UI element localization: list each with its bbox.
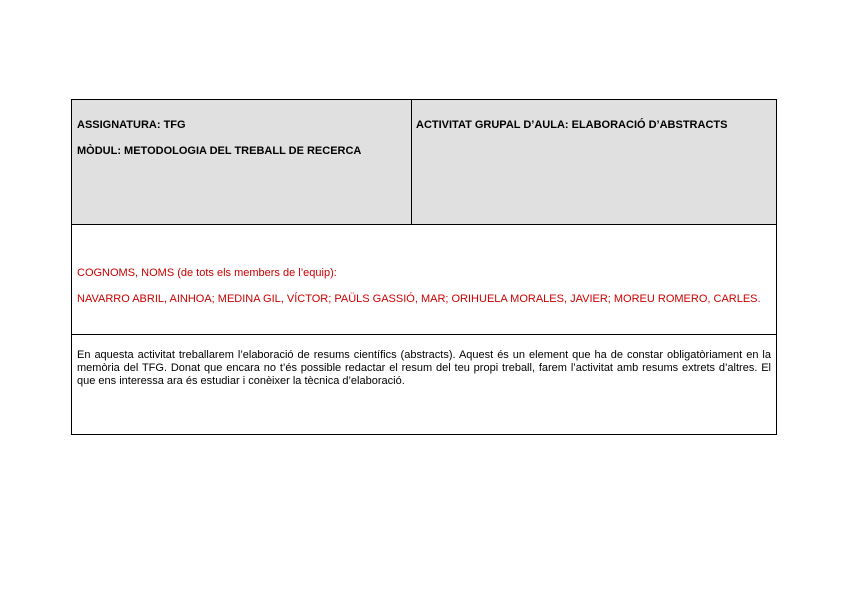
team-row xyxy=(72,225,777,335)
team-members: NAVARRO ABRIL, AINHOA; MEDINA GIL, VÍCTOR; PAÜLS GASSIÓ, MAR; ORIHUELA MORALES, JAVIER; MOREU ROMERO, CARLES. xyxy=(77,293,761,305)
module-label: MÒDUL: METODOLOGIA DEL TREBALL DE RECERCA xyxy=(77,145,362,157)
header-row xyxy=(72,100,777,225)
subject-label: ASSIGNATURA: TFG xyxy=(77,119,186,131)
activity-title: ACTIVITAT GRUPAL D’AULA: ELABORACIÓ D’ABSTRACTS xyxy=(416,119,728,131)
description-cell xyxy=(72,335,777,435)
description-text: En aquesta activitat treballarem l’elaboració de resums científics (abstracts). Aquest és un element que ha de constar obligatòriament en la memòria del TFG. Donat que encara no t’és possible redactar el resum del teu propi treball, farem l’activitat amb resums extrets d’altres. El que ens interessa ara és estudiar i conèixer la tècnica d’elaboració. xyxy=(77,349,771,387)
header-left-cell xyxy=(72,100,412,225)
team-cell xyxy=(72,225,777,335)
description-row xyxy=(72,335,777,435)
team-label: COGNOMS, NOMS (de tots els members de l’equip): xyxy=(77,267,337,279)
activity-form-table xyxy=(71,99,777,435)
header-right-cell xyxy=(412,100,777,225)
